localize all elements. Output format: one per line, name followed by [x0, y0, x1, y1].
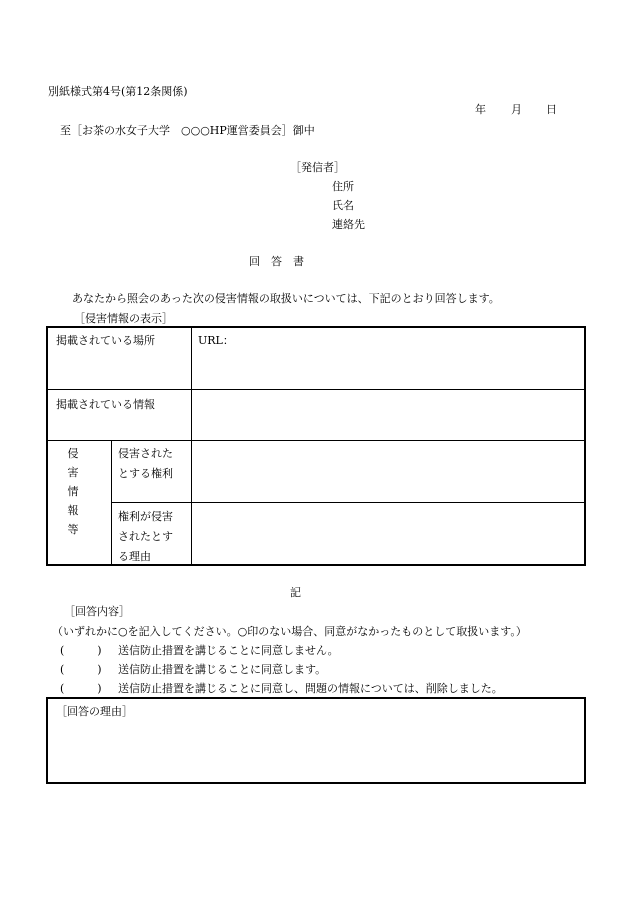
location-label: 掲載されている場所: [56, 334, 155, 347]
reason-label-line: る理由: [118, 550, 151, 563]
info-label: 掲載されている情報: [56, 398, 155, 411]
option-1-mark[interactable]: ( ): [60, 644, 102, 657]
option-2-mark[interactable]: ( ): [60, 663, 102, 676]
intro-text: あなたから照会のあった次の侵害情報の取扱いについては、下記のとおり回答します。: [72, 292, 500, 305]
reason-label: [118, 507, 173, 567]
group-label: [66, 444, 80, 539]
form-label: 別紙様式第4号(第12条関係): [48, 85, 188, 98]
ki-heading: 記: [290, 586, 301, 599]
page-title: 回 答 書: [249, 255, 304, 268]
table-divider: [47, 389, 585, 390]
table-divider: [111, 502, 585, 503]
sender-address: 住所: [332, 180, 354, 193]
table-divider: [191, 327, 192, 565]
date-day: 日: [546, 103, 557, 116]
group-label-char: 情: [67, 485, 79, 498]
rights-label-line: とする権利: [118, 467, 173, 480]
reason-label-line: 権利が侵害: [118, 510, 173, 523]
option-1-text: 送信防止措置を講じることに同意しません。: [118, 644, 339, 657]
group-label-char: 報: [67, 504, 79, 517]
rights-label: [118, 444, 173, 484]
addressee: 至［お茶の水女子大学 ○○○HP運営委員会］御中: [60, 124, 315, 137]
rights-label-line: 侵害された: [118, 447, 173, 460]
group-label-char: 等: [67, 523, 79, 536]
group-label-char: 害: [67, 466, 79, 479]
option-3-mark[interactable]: ( ): [60, 682, 102, 695]
answer-label: ［回答内容］: [64, 605, 130, 618]
option-2-text: 送信防止措置を講じることに同意します。: [118, 663, 327, 676]
date-year: 年: [475, 103, 486, 116]
sender-label: ［発信者］: [290, 161, 345, 174]
url-label: URL：: [198, 334, 234, 347]
answer-instruction: （いずれかに○を記入してください。○印のない場合、同意がなかったものとして取扱います。）: [52, 625, 527, 638]
reason-box-label: ［回答の理由］: [56, 705, 133, 718]
section-label: ［侵害情報の表示］: [74, 312, 173, 325]
group-label-char: 侵: [67, 447, 79, 460]
reason-label-line: されたとす: [118, 530, 173, 543]
sender-name: 氏名: [332, 199, 354, 212]
option-3-text: 送信防止措置を講じることに同意し、問題の情報については、削除しました。: [118, 682, 503, 695]
date-month: 月: [511, 103, 522, 116]
table-divider: [47, 440, 585, 441]
sender-contact: 連絡先: [332, 218, 365, 231]
